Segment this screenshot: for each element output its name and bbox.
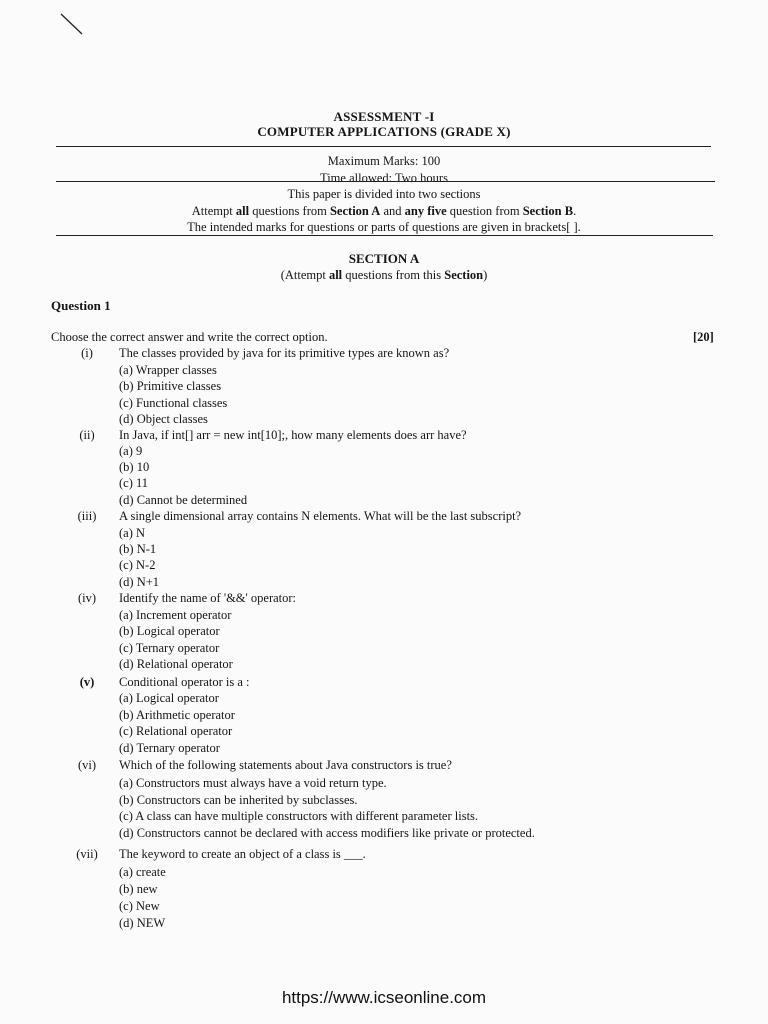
item-number: (vi) (77, 758, 97, 772)
instr-part: questions from (249, 204, 330, 218)
sections-info-line: This paper is divided into two sections (287, 187, 481, 201)
item-option: (a) create (119, 865, 166, 879)
item-option: (c) Functional classes (119, 396, 228, 410)
item-option: (d) Object classes (119, 412, 208, 426)
item-option: (a) N (119, 526, 146, 540)
item-option: (d) Cannot be determined (119, 493, 248, 507)
section-sub-emph: all (328, 268, 343, 282)
item-option: (a) Logical operator (119, 691, 219, 705)
section-subtitle (0, 268, 768, 283)
instr-part: and (380, 204, 405, 218)
item-option: (c) New (119, 899, 160, 913)
item-number: (iv) (77, 591, 97, 605)
instr-part: Attempt (191, 204, 236, 218)
instr-part: . (573, 204, 577, 218)
question-marks: [20] (693, 330, 714, 344)
item-number: (vii) (76, 847, 98, 861)
item-option: (c) N-2 (119, 558, 156, 572)
item-option: (a) 9 (119, 444, 143, 458)
question-instruction: Choose the correct answer and write the correct option. (51, 330, 328, 344)
item-option: (b) Arithmetic operator (119, 708, 235, 722)
divider-top (56, 146, 711, 147)
item-question: The keyword to create an object of a class is ___. (119, 847, 366, 861)
marks-info-line: The intended marks for questions or parts of questions are given in brackets[ ]. (187, 220, 581, 234)
item-option: (d) NEW (119, 916, 166, 930)
footer-url: https://www.icseonline.com (281, 988, 487, 1007)
item-option: (a) Constructors must always have a void return type. (119, 776, 387, 790)
item-option: (d) Ternary operator (119, 741, 220, 755)
paper-title: ASSESSMENT -I (333, 109, 435, 124)
paper-subtitle: COMPUTER APPLICATIONS (GRADE X) (257, 124, 511, 139)
section-sub-emph: Section (444, 268, 484, 282)
item-option: (c) Relational operator (119, 724, 233, 738)
item-option: (a) Increment operator (119, 608, 232, 622)
divider-bottom (56, 235, 713, 236)
question-title: Question 1 (51, 298, 111, 313)
section-sub-part: (Attempt (280, 268, 329, 282)
item-number: (iii) (77, 509, 97, 523)
instr-emph: all (235, 204, 250, 218)
item-question: A single dimensional array contains N elements. What will be the last subscript? (119, 509, 522, 523)
item-option: (b) N-1 (119, 542, 157, 556)
item-question: In Java, if int[] arr = new int[10];, how many elements does arr have? (119, 428, 467, 442)
item-number: (ii) (79, 428, 95, 442)
time-allowed-line: Time allowed: Two hours (320, 171, 448, 185)
max-marks-line: Maximum Marks: 100 (327, 154, 441, 168)
item-option: (b) Primitive classes (119, 379, 222, 393)
item-option: (b) Logical operator (119, 624, 220, 638)
instr-emph: any five (404, 204, 447, 218)
item-question: Which of the following statements about Java constructors is true? (119, 758, 452, 772)
item-number: (i) (81, 346, 93, 360)
item-question: The classes provided by java for its primitive types are known as? (119, 346, 450, 360)
attempt-instructions-line (0, 203, 768, 219)
item-question: Conditional operator is a : (119, 675, 250, 689)
item-question: Identify the name of '&&' operator: (119, 591, 297, 605)
item-option: (d) Constructors cannot be declared with access modifiers like private or protected. (119, 826, 535, 840)
section-title: SECTION A (348, 251, 420, 266)
item-option: (c) A class can have multiple constructors with different parameter lists. (119, 809, 479, 823)
item-option: (a) Wrapper classes (119, 363, 217, 377)
item-option: (c) Ternary operator (119, 641, 220, 655)
item-option: (b) 10 (119, 460, 150, 474)
instr-emph: Section B (522, 204, 574, 218)
instr-part: question from (446, 204, 523, 218)
item-option: (d) Relational operator (119, 657, 233, 671)
instr-emph: Section A (329, 204, 381, 218)
section-sub-part: ) (483, 268, 488, 282)
item-option: (b) Constructors can be inherited by subclasses. (119, 793, 358, 807)
divider-middle (56, 181, 715, 182)
corner-slash-mark (58, 12, 88, 36)
item-option: (c) 11 (119, 476, 149, 490)
item-option: (d) N+1 (119, 575, 160, 589)
item-number: (v) (79, 675, 95, 689)
item-option: (b) new (119, 882, 158, 896)
section-sub-part: questions from this (342, 268, 445, 282)
